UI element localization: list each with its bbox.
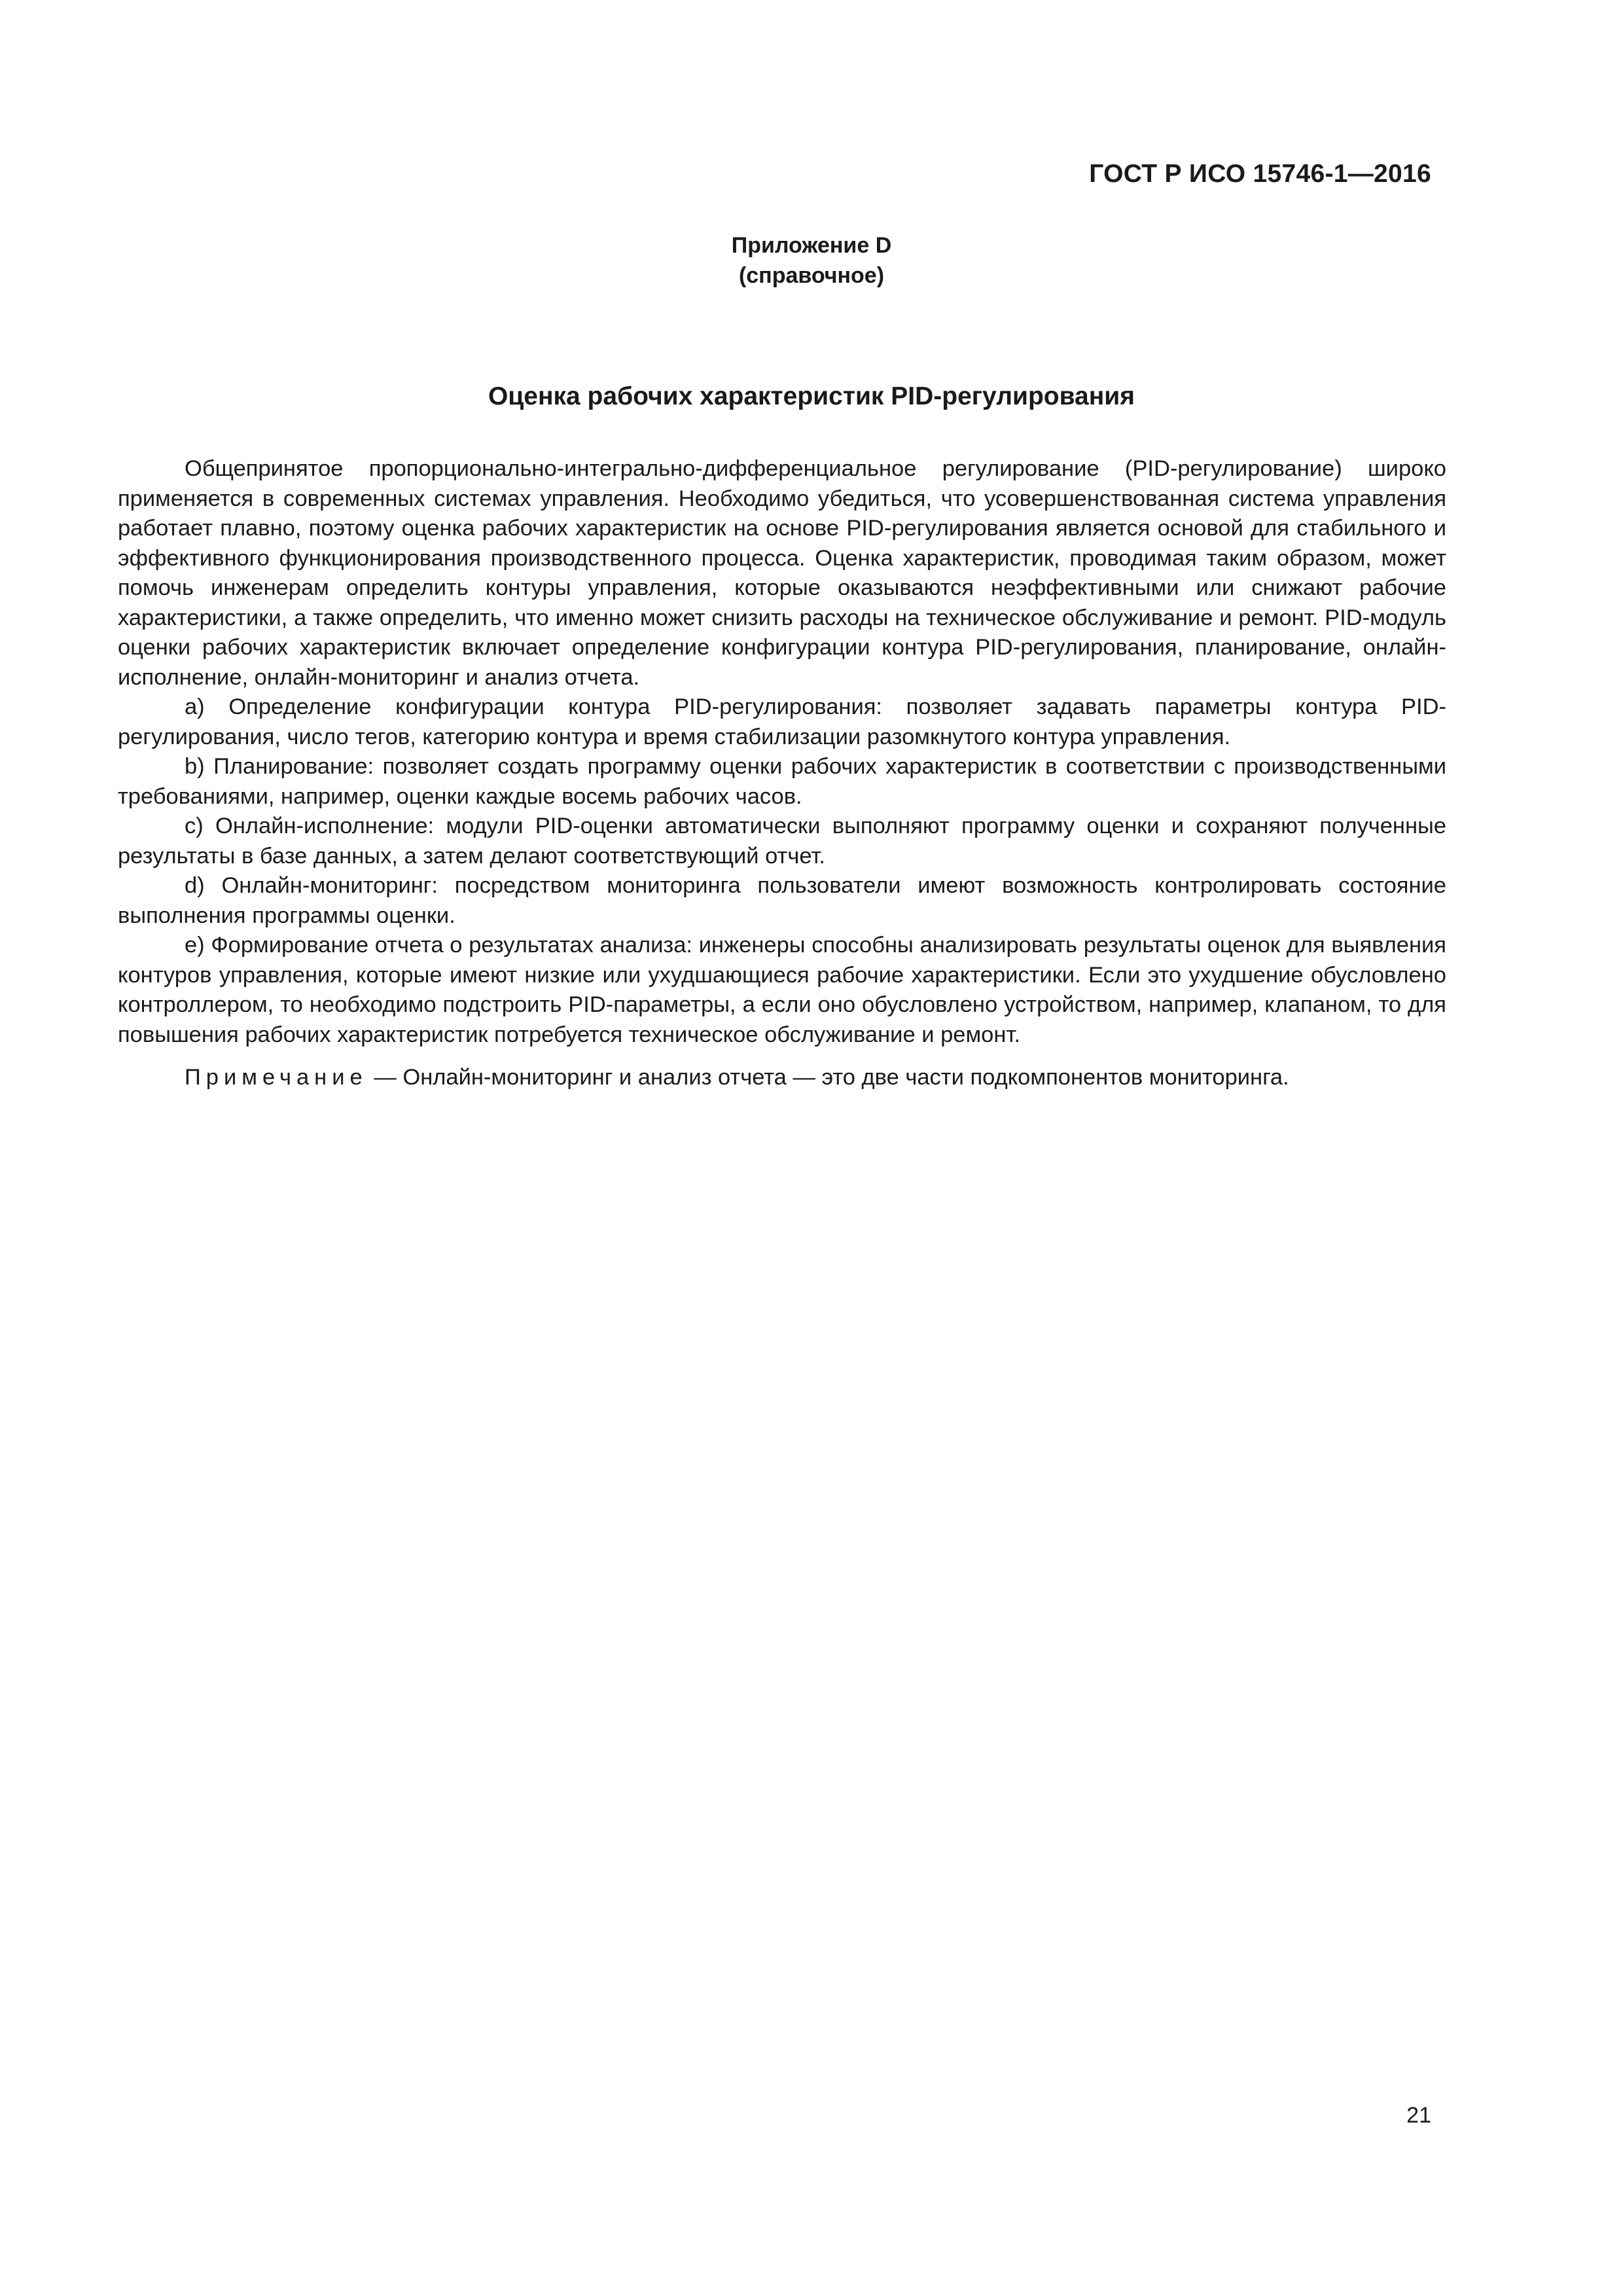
appendix-title: Приложение D xyxy=(731,233,892,258)
document-body xyxy=(118,454,1446,1093)
list-item-c: c) Онлайн-исполнение: модули PID-оценки автоматически выполняют программу оценки и сохраняют полученные результаты в базе данных, а затем делают соответствующий отчет. xyxy=(118,814,1446,869)
note-text: — Онлайн-мониторинг и анализ отчета — это две части подкомпонентов мониторинга. xyxy=(367,1065,1289,1090)
list-item-d: d) Онлайн-мониторинг: посредством мониторинга пользователи имеют возможность контролировать состояние выполнения программы оценки. xyxy=(118,873,1446,928)
list-item-b: b) Планирование: позволяет создать программу оценки рабочих характеристик в соответствии с производственными требованиями, например, оценки каждые восемь рабочих часов. xyxy=(118,754,1446,809)
appendix-heading xyxy=(0,230,1623,291)
note-label: Примечание xyxy=(185,1065,368,1090)
list-item-a: a) Определение конфигурации контура PID-регулирования: позволяет задавать параметры контура PID-регулирования, число тегов, категорию контура и время стабилизации разомкнутого контура управления. xyxy=(118,694,1446,749)
section-title: Оценка рабочих характеристик PID-регулирования xyxy=(488,382,1135,410)
appendix-status: (справочное) xyxy=(738,263,885,288)
intro-paragraph: Общепринятое пропорционально-интегрально-дифференциальное регулирование (PID-регулирование) широко применяется в современных системах управления. Необходимо убедиться, что усовершенствованная система управления работает плавно, поэтому оценка рабочих характеристик на основе PID-регулирования является основой для стабильного и эффективного функционирования производственного процесса. Оценка характеристик, проводимая таким образом, может помочь инженерам определить контуры управления, которые оказываются неэффективными или снижают рабочие характеристики, а также определить, что именно может снизить расходы на техническое обслуживание и ремонт. PID-модуль оценки рабочих характеристик включает определение конфигурации контура PID-регулирования, планирование, онлайн-исполнение, онлайн-мониторинг и анализ отчета. xyxy=(118,456,1446,690)
standard-code: ГОСТ Р ИСО 15746-1—2016 xyxy=(1089,160,1431,188)
list-item-e: e) Формирование отчета о результатах анализа: инженеры способны анализировать результаты оценок для выявления контуров управления, которые имеют низкие или ухудшающиеся рабочие характеристики. Если это ухудшение обусловлено контроллером, то необходимо подстроить PID-параметры, а если оно обусловлено устройством, например, клапаном, то для повышения рабочих характеристик потребуется техническое обслуживание и ремонт. xyxy=(118,933,1446,1047)
page-number: 21 xyxy=(1406,2103,1431,2128)
note-paragraph xyxy=(118,1063,1446,1093)
